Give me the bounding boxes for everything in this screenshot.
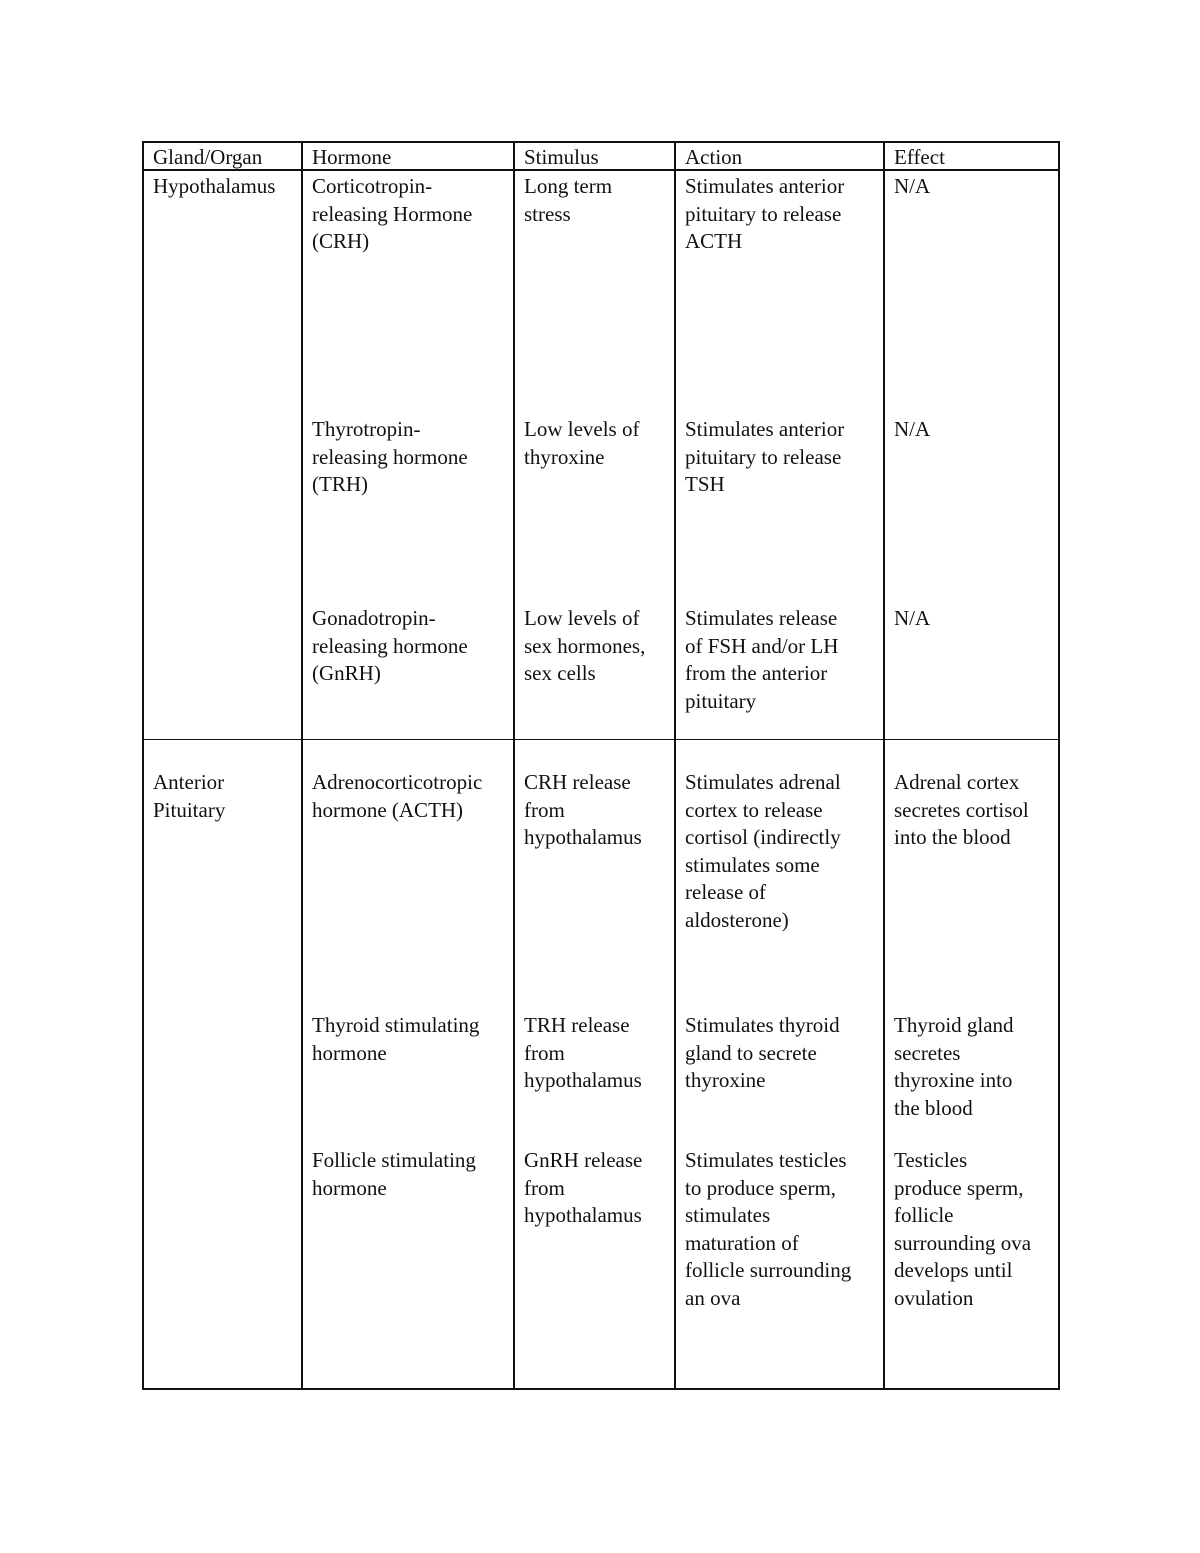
stimulus-cell: GnRH release from hypothalamus [524, 1148, 643, 1227]
effect-cell: Adrenal cortex secretes cortisol into the blood [894, 770, 1029, 849]
action-cell: Stimulates release of FSH and/or LH from the anterior pituitary [685, 606, 839, 713]
section-divider [144, 739, 1058, 740]
column-divider [513, 143, 515, 1388]
effect-cell: N/A [894, 606, 931, 630]
header-action: Action [685, 145, 743, 169]
hormone-cell: Thyroid stimulating hormone [312, 1013, 480, 1065]
stimulus-cell: Long term stress [524, 174, 613, 226]
stimulus-cell: TRH release from hypothalamus [524, 1013, 642, 1092]
effect-cell: Testicles produce sperm, follicle surrounding ova develops until ovulation [894, 1148, 1032, 1310]
hormone-cell: Follicle stimulating hormone [312, 1148, 476, 1200]
hormone-cell: Adrenocorticotropic hormone (ACTH) [312, 770, 483, 822]
column-divider [301, 143, 303, 1388]
header-effect: Effect [894, 145, 945, 169]
hormone-cell: Corticotropin- releasing Hormone (CRH) [312, 174, 473, 253]
column-divider [674, 143, 676, 1388]
action-cell: Stimulates testicles to produce sperm, stimulates maturation of follicle surrounding an ova [685, 1148, 852, 1310]
action-cell: Stimulates thyroid gland to secrete thyroxine [685, 1013, 840, 1092]
gland-anterior-pituitary: Anterior Pituitary [153, 770, 226, 822]
action-cell: Stimulates anterior pituitary to release ACTH [685, 174, 845, 253]
hormone-cell: Thyrotropin- releasing hormone (TRH) [312, 417, 468, 496]
stimulus-cell: CRH release from hypothalamus [524, 770, 642, 849]
hormone-cell: Gonadotropin- releasing hormone (GnRH) [312, 606, 468, 685]
stimulus-cell: Low levels of thyroxine [524, 417, 640, 469]
header-gland-organ: Gland/Organ [153, 145, 263, 169]
endocrine-table [142, 141, 1060, 1390]
header-hormone: Hormone [312, 145, 392, 169]
gland-hypothalamus: Hypothalamus [153, 174, 276, 198]
effect-cell: Thyroid gland secretes thyroxine into the blood [894, 1013, 1014, 1120]
action-cell: Stimulates anterior pituitary to release TSH [685, 417, 845, 496]
stimulus-cell: Low levels of sex hormones, sex cells [524, 606, 646, 685]
effect-cell: N/A [894, 174, 931, 198]
header-stimulus: Stimulus [524, 145, 599, 169]
column-divider [883, 143, 885, 1388]
action-cell: Stimulates adrenal cortex to release cortisol (indirectly stimulates some release of aldosterone) [685, 770, 841, 932]
effect-cell: N/A [894, 417, 931, 441]
